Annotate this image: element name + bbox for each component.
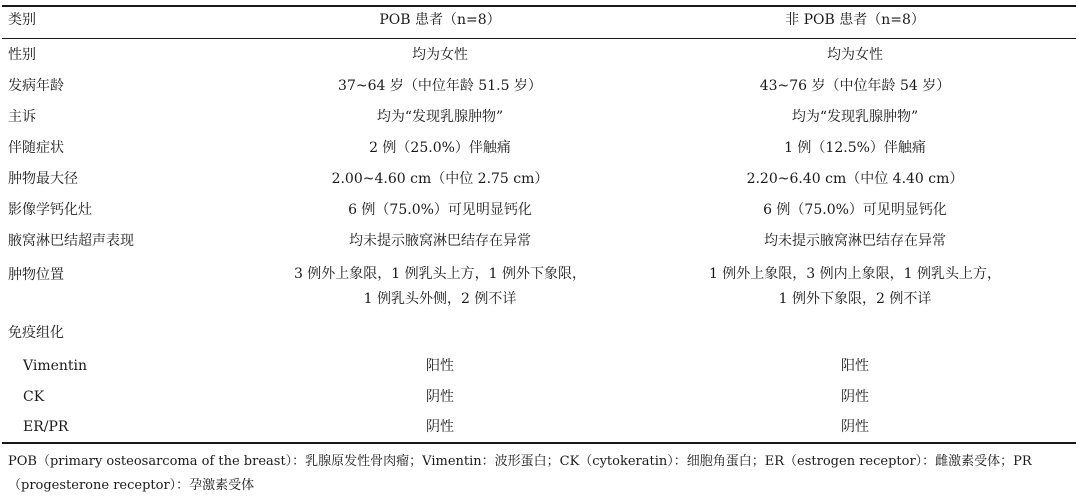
row-pob-value: 均为女性 [412,47,468,63]
row-non-pob-value: 均为女性 [827,47,883,63]
row-non-pob-value: 1 例（12.5%）伴触痛 [784,140,926,156]
row-pob-value: 阴性 [426,419,454,435]
row-label: 主诉 [8,109,36,125]
row-non-pob-value: 阴性 [841,389,869,405]
row-non-pob-value: 2.20~6.40 cm（中位 4.40 cm） [746,171,964,187]
row-non-pob-value: 均为“发现乳腺肿物” [791,109,919,125]
table-footnote: POB（primary osteosarcoma of the breast）：乳腺原发性骨肉瘤；Vimentin：波形蛋白；CK（cytokeratin）：细胞角蛋白；ER（estrogen receptor）：雌激素受体；PR（progesterone receptor）：孕激素受体 [8,454,1032,493]
row-non-pob-value: 6 例（75.0%）可见明显钙化 [763,202,947,218]
header-non-pob: 非 POB 患者（n=8） [785,12,925,28]
row-pob-value: 37~64 岁（中位年龄 51.5 岁） [338,78,542,94]
row-non-pob-value [645,262,1065,312]
row-non-pob-value: 43~76 岁（中位年龄 54 岁） [759,78,951,94]
row-label: ER/PR [23,419,69,435]
row-non-pob-value-line: 1 例外上象限，3 例内上象限，1 例乳头上方， [708,266,1002,282]
header-rule [2,38,1076,39]
row-pob-value: 2.00~4.60 cm（中位 2.75 cm） [331,171,549,187]
row-pob-value: 阴性 [426,389,454,405]
row-pob-value: 均未提示腋窝淋巴结存在异常 [349,233,531,249]
row-label: 肿物位置 [8,267,64,283]
row-label: 影像学钙化灶 [8,202,92,218]
row-pob-value: 阳性 [426,358,454,374]
row-non-pob-value: 阴性 [841,419,869,435]
bottom-rule [2,442,1076,444]
row-pob-value: 2 例（25.0%）伴触痛 [369,140,511,156]
row-non-pob-value: 阳性 [841,358,869,374]
header-pob: POB 患者（n=8） [379,12,501,28]
row-pob-value [230,262,650,312]
row-label: CK [23,389,45,405]
row-label: 肿物最大径 [8,171,78,187]
row-label: 性别 [8,47,36,63]
row-label: Vimentin [23,358,88,374]
row-non-pob-value: 均未提示腋窝淋巴结存在异常 [764,233,946,249]
row-label: 发病年龄 [8,78,64,94]
row-pob-value: 均为“发现乳腺肿物” [376,109,504,125]
row-non-pob-value-line: 1 例外下象限，2 例不详 [778,291,932,307]
row-pob-value: 6 例（75.0%）可见明显钙化 [348,202,532,218]
header-category: 类别 [8,12,36,28]
row-pob-value-line: 1 例乳头外侧，2 例不详 [363,291,517,307]
top-rule [2,5,1076,7]
row-pob-value-line: 3 例外上象限，1 例乳头上方，1 例外下象限， [293,266,587,282]
section-label: 免疫组化 [8,325,64,341]
row-label: 伴随症状 [8,140,64,156]
row-label: 腋窝淋巴结超声表现 [8,233,134,249]
